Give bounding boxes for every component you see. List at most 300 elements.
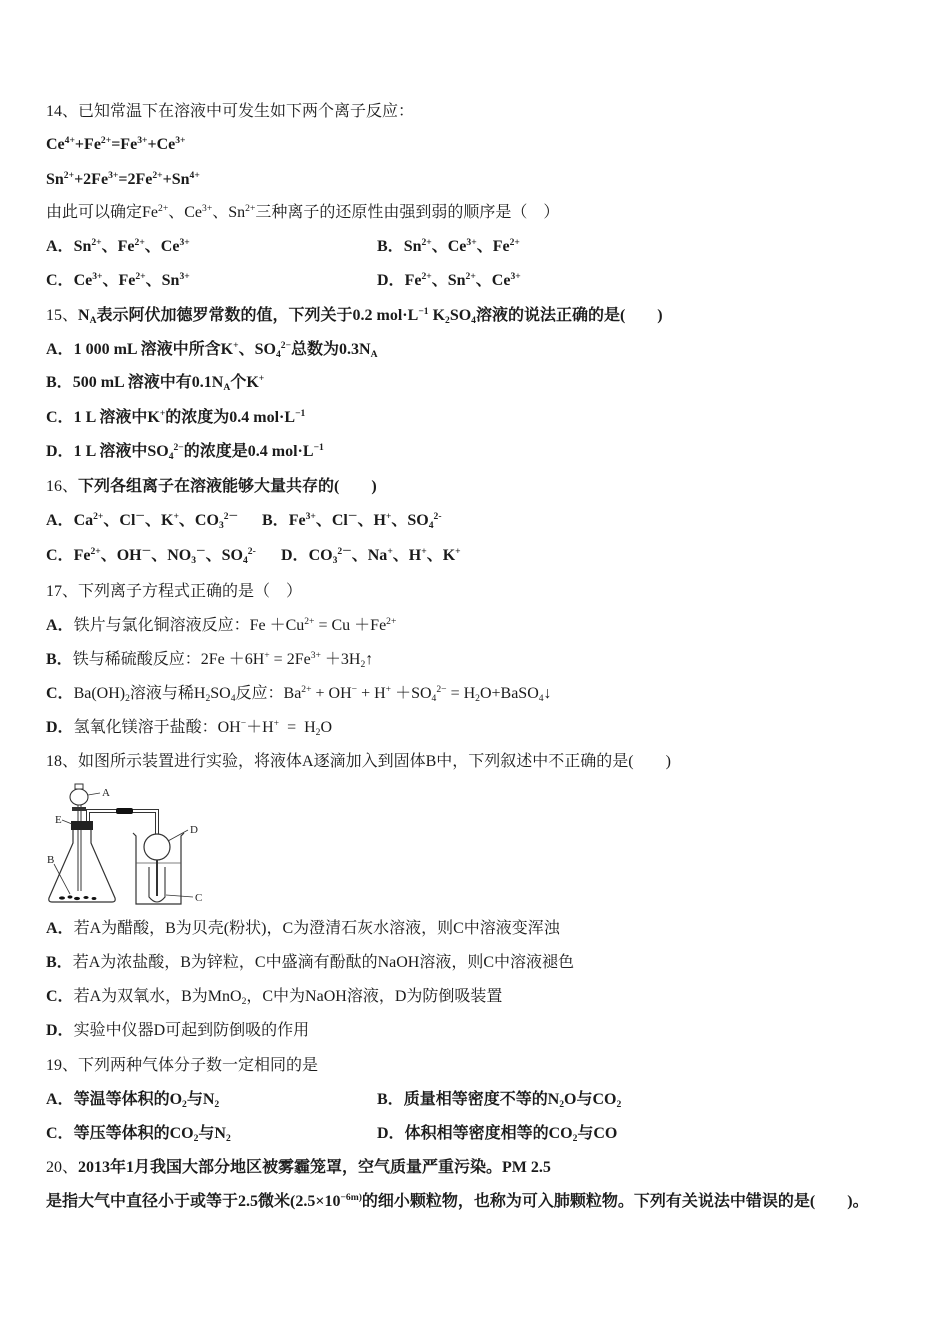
superscript: － bbox=[196, 546, 206, 558]
text-run: 、CO bbox=[178, 512, 219, 529]
text-run: +Ce bbox=[147, 136, 176, 153]
text-run: 、K bbox=[145, 512, 174, 529]
question-19-option-c bbox=[46, 1123, 231, 1145]
option-text bbox=[72, 650, 374, 671]
text-run: 的浓度是0.4 mol·L bbox=[183, 443, 314, 460]
question-16-stem bbox=[46, 476, 377, 498]
question-number: 14、 bbox=[46, 103, 79, 120]
superscript: − bbox=[240, 718, 247, 730]
subscript: 2 bbox=[616, 1099, 622, 1111]
option-text bbox=[73, 954, 574, 971]
option-text bbox=[404, 1125, 618, 1145]
option-text bbox=[74, 920, 560, 937]
superscript: −1 bbox=[295, 408, 306, 420]
question-20-stem-continued bbox=[46, 1191, 869, 1213]
option-text bbox=[288, 511, 442, 532]
superscript: −1 bbox=[313, 442, 324, 454]
option-text bbox=[308, 546, 461, 567]
text-run: 1 000 mL 溶液中所含K bbox=[73, 341, 234, 358]
subscript: 4 bbox=[242, 555, 248, 567]
superscript: + bbox=[455, 546, 461, 558]
option-label: C． bbox=[46, 272, 74, 289]
superscript: 2+ bbox=[304, 616, 315, 628]
text-run: 、H bbox=[357, 512, 386, 529]
text-run: 若A为浓盐酸，B为锌粒，C中盛滴有酚酞的NaOH溶液，则C中溶液褪色 bbox=[72, 954, 575, 971]
superscript: － bbox=[347, 511, 358, 523]
subscript: 3 bbox=[218, 520, 224, 532]
subscript: 2 bbox=[241, 996, 247, 1008]
question-15-option-b bbox=[46, 372, 264, 394]
option-label: B． bbox=[46, 374, 73, 391]
text-run: 、Ce bbox=[144, 238, 180, 255]
label-c-leader bbox=[166, 895, 193, 897]
text-run: Sn bbox=[46, 171, 64, 188]
text-run: 、Fe bbox=[101, 238, 135, 255]
superscript: −1 bbox=[418, 306, 429, 318]
question-19-option-d bbox=[377, 1123, 617, 1145]
subscript: 4 bbox=[168, 451, 174, 463]
option-label: A． bbox=[46, 920, 74, 937]
superscript: 3+ bbox=[510, 271, 521, 283]
subscript: 2 bbox=[225, 1133, 231, 1145]
option-label: D． bbox=[377, 272, 405, 289]
superscript: 2+ bbox=[421, 237, 432, 249]
question-14-stem bbox=[46, 101, 414, 123]
superscript: 2－ bbox=[223, 511, 239, 523]
funnel-stopcock bbox=[72, 807, 86, 811]
question-15-option-c bbox=[46, 407, 305, 429]
text-run: 由此可以确定Fe bbox=[46, 204, 159, 221]
question-number: 16、 bbox=[46, 478, 79, 495]
text-run: 溶液的说法正确的是( ) bbox=[475, 307, 663, 324]
superscript: 3+ bbox=[137, 135, 148, 147]
subscript: 2 bbox=[125, 693, 130, 705]
text-run: 等压等体积的CO bbox=[73, 1125, 194, 1142]
question-17-option-d bbox=[46, 717, 332, 739]
text-run: 三种离子的还原性由强到弱的顺序是（ ） bbox=[255, 204, 560, 221]
question-number: 20、 bbox=[46, 1159, 79, 1176]
text-run: = H bbox=[279, 719, 316, 736]
text-run: 、K bbox=[426, 547, 456, 564]
question-15-stem bbox=[46, 305, 663, 327]
question-number: 19、 bbox=[46, 1057, 79, 1074]
text-run: =2Fe bbox=[118, 171, 153, 188]
subscript: 2 bbox=[475, 693, 480, 705]
text-run: = H bbox=[446, 685, 476, 702]
option-text bbox=[73, 718, 333, 739]
option-label: A． bbox=[46, 617, 74, 634]
text-run: 、Sn bbox=[431, 272, 466, 289]
question-15-option-d bbox=[46, 441, 324, 463]
text-run: O bbox=[320, 719, 333, 736]
solid-particle bbox=[68, 895, 73, 898]
subscript: 2 bbox=[315, 727, 321, 739]
superscript: + bbox=[159, 408, 166, 420]
text-run: ，C中为NaOH溶液，D为防倒吸装置 bbox=[246, 988, 503, 1005]
option-text bbox=[73, 1091, 220, 1111]
option-label: A． bbox=[46, 341, 74, 358]
text-run: SO bbox=[210, 685, 231, 702]
text-run: 、NO bbox=[151, 547, 192, 564]
label-a-leader bbox=[88, 793, 100, 795]
question-14-question bbox=[46, 202, 559, 224]
option-label: B． bbox=[46, 954, 73, 971]
text-run: 总数为0.3N bbox=[291, 341, 371, 358]
text-run: Ce bbox=[73, 272, 93, 289]
option-text bbox=[73, 340, 378, 361]
delivery-tube-inner bbox=[88, 811, 157, 835]
text-run: 如图所示装置进行实验，将液体A逐滴加入到固体B中，下列叙述中不正确的是( ) bbox=[78, 753, 671, 770]
option-text bbox=[403, 1091, 622, 1111]
subscript: 4 bbox=[428, 520, 434, 532]
text-run: +2Fe bbox=[74, 171, 109, 188]
question-16-option-c bbox=[46, 545, 256, 567]
funnel-stopper bbox=[75, 784, 83, 789]
option-text bbox=[74, 272, 190, 289]
text-run: 2013年1月我国大部分地区被雾霾笼罩，空气质量严重污染。PM 2.5 bbox=[78, 1159, 551, 1176]
subscript: 2 bbox=[182, 1099, 187, 1111]
superscript: 3+ bbox=[179, 271, 190, 283]
option-text bbox=[73, 684, 552, 705]
text-run: =Fe bbox=[111, 136, 138, 153]
text-run: Fe bbox=[73, 547, 91, 564]
text-run: 质量相等密度不等的N bbox=[403, 1091, 560, 1108]
question-16-option-d bbox=[281, 545, 461, 567]
superscript: 2+ bbox=[100, 135, 112, 147]
superscript: 3+ bbox=[305, 511, 316, 523]
subscript: 3 bbox=[191, 555, 197, 567]
label-d-leader bbox=[168, 830, 188, 841]
option-label: C． bbox=[46, 547, 74, 564]
question-19-option-a bbox=[46, 1089, 219, 1111]
option-text bbox=[73, 546, 256, 567]
option-label: D． bbox=[46, 443, 74, 460]
stem-text bbox=[78, 753, 671, 770]
text-run: Sn bbox=[403, 238, 422, 255]
text-run: 反应：Ba bbox=[235, 685, 302, 702]
subscript: 4 bbox=[431, 693, 437, 705]
question-14-reaction-2 bbox=[46, 169, 200, 191]
question-14-option-c bbox=[46, 270, 190, 292]
subscript: 2 bbox=[572, 1133, 578, 1145]
subscript: 4 bbox=[230, 693, 236, 705]
question-14-reaction-1 bbox=[46, 134, 186, 156]
text-run: 、Ce bbox=[431, 238, 467, 255]
text-run: Ba(OH) bbox=[73, 685, 126, 702]
text-run: 1 L 溶液中SO bbox=[73, 443, 169, 460]
superscript: 2+ bbox=[158, 203, 169, 215]
subscript: A bbox=[370, 349, 378, 361]
option-label: A． bbox=[46, 1091, 74, 1108]
superscript: 3+ bbox=[175, 135, 186, 147]
text-run: 、SO bbox=[205, 547, 243, 564]
subscript: 4 bbox=[471, 315, 476, 327]
subscript: 2 bbox=[559, 1099, 565, 1111]
superscript: 2- bbox=[433, 511, 442, 523]
text-run: 、OH bbox=[100, 547, 142, 564]
option-label: C． bbox=[46, 988, 74, 1005]
subscript: 3 bbox=[332, 555, 338, 567]
delivery-tube bbox=[88, 811, 157, 835]
label-e-leader bbox=[62, 820, 72, 824]
text-run: ＋SO bbox=[391, 685, 432, 702]
text-run: 下列两种气体分子数一定相同的是 bbox=[78, 1057, 319, 1074]
question-14-option-a bbox=[46, 236, 190, 258]
text-run: ＋3H bbox=[320, 651, 361, 668]
text-run: 下列离子方程式正确的是（ ） bbox=[78, 583, 303, 600]
superscript: 2+ bbox=[135, 271, 146, 283]
superscript: 3+ bbox=[202, 203, 213, 215]
option-label: B． bbox=[377, 1091, 404, 1108]
question-17-stem bbox=[46, 581, 302, 603]
superscript: 2+ bbox=[93, 511, 104, 523]
superscript: + bbox=[258, 373, 265, 385]
text-run: 铁与稀硫酸反应：2Fe ＋6H bbox=[72, 651, 265, 668]
option-label: D． bbox=[46, 1022, 74, 1039]
text-run: 氢氧化镁溶于盐酸：OH bbox=[73, 719, 241, 736]
apparatus-figure bbox=[44, 783, 214, 909]
superscript: 2− bbox=[436, 684, 447, 696]
subscript: 2 bbox=[214, 1099, 220, 1111]
superscript: 3+ bbox=[108, 170, 119, 182]
question-18-option-c bbox=[46, 986, 502, 1008]
rubber-connector bbox=[116, 808, 133, 814]
option-label: B． bbox=[377, 238, 404, 255]
text-run: 、Fe bbox=[102, 272, 136, 289]
option-label: D． bbox=[281, 547, 309, 564]
option-label: D． bbox=[46, 719, 74, 736]
question-16-option-b bbox=[262, 510, 442, 532]
superscript: + bbox=[385, 511, 392, 523]
superscript: − bbox=[351, 684, 358, 696]
question-18-option-b bbox=[46, 952, 574, 974]
stem-text bbox=[78, 583, 302, 600]
text-run: Fe bbox=[288, 512, 306, 529]
label-a: A bbox=[102, 787, 110, 799]
superscript: 3+ bbox=[179, 237, 190, 249]
label-c: C bbox=[195, 892, 203, 904]
text-run: 、Na bbox=[351, 547, 388, 564]
text-run: 500 mL 溶液中有0.1N bbox=[72, 374, 224, 391]
option-text bbox=[72, 373, 265, 394]
text-run: 的细小颗粒物，也称为可入肺颗粒物。下列有关说法中错误的是( )。 bbox=[361, 1193, 869, 1210]
funnel-bulb bbox=[70, 789, 88, 805]
subscript: A bbox=[223, 382, 231, 394]
text-run: + H bbox=[357, 685, 386, 702]
question-18-option-d bbox=[46, 1020, 309, 1042]
question-18-stem bbox=[46, 751, 671, 773]
question-17-option-a bbox=[46, 615, 396, 637]
option-text bbox=[73, 442, 324, 463]
superscript: −6m) bbox=[340, 1192, 362, 1204]
text-run: 1 L 溶液中K bbox=[73, 409, 160, 426]
text-run: CO bbox=[308, 547, 333, 564]
stem-text bbox=[78, 1057, 318, 1074]
text-run: = 2Fe bbox=[269, 651, 311, 668]
superscript: 2+ bbox=[63, 170, 75, 182]
stem-text bbox=[78, 1159, 551, 1176]
text-run: 与N bbox=[198, 1125, 226, 1142]
subscript: 4 bbox=[538, 693, 544, 705]
text-run: O+BaSO bbox=[479, 685, 539, 702]
superscript: 2+ bbox=[509, 237, 520, 249]
superscript: 2+ bbox=[152, 170, 163, 182]
question-number: 17、 bbox=[46, 583, 79, 600]
question-17-option-c bbox=[46, 683, 552, 705]
superscript: 2− bbox=[280, 340, 292, 352]
option-text bbox=[73, 988, 503, 1008]
stem-text bbox=[78, 478, 377, 495]
question-text bbox=[46, 204, 559, 221]
text-run: 实验中仪器D可起到防倒吸的作用 bbox=[73, 1022, 310, 1039]
superscript: 3+ bbox=[92, 271, 103, 283]
solid-particle bbox=[59, 896, 65, 899]
reaction-equation bbox=[46, 171, 200, 188]
text-run: 、Cl bbox=[103, 512, 136, 529]
option-label: C． bbox=[46, 1125, 74, 1142]
solid-particle bbox=[83, 896, 88, 899]
text-run: 等温等体积的O bbox=[73, 1091, 183, 1108]
option-text bbox=[73, 1125, 231, 1145]
option-text bbox=[74, 1022, 310, 1039]
question-14-option-d bbox=[377, 270, 521, 292]
question-18-option-a bbox=[46, 918, 560, 940]
option-label: A． bbox=[46, 238, 74, 255]
option-label: A． bbox=[46, 512, 74, 529]
option-label: B． bbox=[262, 512, 289, 529]
text-run: SO bbox=[449, 307, 472, 324]
subscript: 2 bbox=[360, 659, 366, 671]
superscript: + bbox=[233, 340, 239, 352]
text-run: +Sn bbox=[162, 171, 190, 188]
question-14-option-b bbox=[377, 236, 520, 258]
question-17-option-b bbox=[46, 649, 373, 671]
superscript: + bbox=[421, 546, 427, 558]
option-text bbox=[74, 617, 397, 634]
text-run: ＋H bbox=[246, 719, 274, 736]
text-run: 与CO bbox=[577, 1125, 618, 1142]
question-19-stem bbox=[46, 1055, 318, 1077]
superscript: + bbox=[264, 650, 270, 662]
option-text bbox=[405, 272, 521, 289]
superscript: + bbox=[173, 511, 179, 523]
question-number: 18、 bbox=[46, 753, 79, 770]
stem-text bbox=[46, 1193, 869, 1210]
label-e: E bbox=[55, 814, 62, 826]
reaction-equation bbox=[46, 136, 186, 153]
option-text bbox=[74, 238, 190, 255]
anti-suckback-bulb bbox=[144, 834, 170, 860]
superscript: + bbox=[273, 718, 280, 730]
superscript: 2+ bbox=[91, 237, 102, 249]
superscript: + bbox=[387, 546, 393, 558]
text-run: 铁片与氯化铜溶液反应：Fe ＋Cu bbox=[73, 617, 305, 634]
text-run: 、Ce bbox=[168, 204, 203, 221]
text-run: 与N bbox=[186, 1091, 215, 1108]
superscript: 2+ bbox=[301, 684, 312, 696]
question-number: 15、 bbox=[46, 307, 79, 324]
option-label: D． bbox=[377, 1125, 405, 1142]
superscript: 4+ bbox=[189, 170, 200, 182]
text-run: ↓ bbox=[543, 685, 552, 702]
question-15-option-a bbox=[46, 339, 378, 361]
subscript: 2 bbox=[193, 1133, 199, 1145]
superscript: 2− bbox=[173, 442, 184, 454]
solid-particle bbox=[92, 897, 97, 900]
subscript: 2 bbox=[445, 315, 450, 327]
text-run: Fe bbox=[404, 272, 422, 289]
text-run: 的浓度为0.4 mol·L bbox=[165, 409, 296, 426]
text-run: Ca bbox=[73, 512, 94, 529]
superscript: 4+ bbox=[64, 135, 75, 147]
subscript: 2 bbox=[205, 693, 211, 705]
stem-text bbox=[78, 103, 414, 120]
superscript: + bbox=[385, 684, 392, 696]
text-run: 若A为醋酸，B为贝壳(粉状)，C为澄清石灰水溶液，则C中溶液变浑浊 bbox=[73, 920, 560, 937]
erlenmeyer-flask bbox=[49, 830, 115, 902]
superscript: 3+ bbox=[466, 237, 477, 249]
question-19-option-b bbox=[377, 1089, 621, 1111]
text-run: 、SO bbox=[238, 341, 276, 358]
text-run: Sn bbox=[73, 238, 92, 255]
text-run: 、Cl bbox=[315, 512, 348, 529]
text-run: 是指大气中直径小于或等于2.5微米(2.5×10 bbox=[46, 1193, 341, 1210]
text-run: 下列各组离子在溶液能够大量共存的( ) bbox=[78, 478, 377, 495]
text-run: 个K bbox=[230, 374, 259, 391]
superscript: － bbox=[141, 546, 152, 558]
label-b: B bbox=[47, 854, 55, 866]
text-run: 若A为双氧水，B为MnO bbox=[73, 988, 242, 1005]
superscript: 2+ bbox=[421, 271, 432, 283]
option-text bbox=[74, 409, 306, 426]
text-run: 、Fe bbox=[476, 238, 510, 255]
text-run: N bbox=[78, 307, 90, 324]
text-run: 、Sn bbox=[212, 204, 246, 221]
text-run: ↑ bbox=[365, 651, 374, 668]
flask-stopper bbox=[71, 821, 93, 830]
text-run: 体积相等密度相等的CO bbox=[404, 1125, 573, 1142]
question-20-stem bbox=[46, 1157, 551, 1179]
subscript: 4 bbox=[275, 349, 281, 361]
text-run: +Fe bbox=[74, 136, 101, 153]
option-text bbox=[73, 511, 239, 532]
solid-particle bbox=[74, 897, 80, 900]
text-run: K bbox=[428, 307, 446, 324]
option-label: C． bbox=[46, 409, 74, 426]
stem-text bbox=[78, 306, 663, 327]
text-run: + OH bbox=[311, 685, 352, 702]
text-run: = Cu ＋Fe bbox=[314, 617, 387, 634]
superscript: 2+ bbox=[245, 203, 256, 215]
superscript: 2－ bbox=[337, 546, 352, 558]
text-run: 表示阿伏加德罗常数的值，下列关于0.2 mol·L bbox=[96, 307, 419, 324]
text-run: 溶液与稀H bbox=[129, 685, 206, 702]
option-label: C． bbox=[46, 685, 74, 702]
superscript: － bbox=[135, 511, 145, 523]
question-16-option-a bbox=[46, 510, 238, 532]
superscript: 2+ bbox=[465, 271, 476, 283]
label-d: D bbox=[190, 824, 198, 836]
text-run: 、Ce bbox=[475, 272, 511, 289]
option-text bbox=[404, 238, 520, 255]
text-run: 、H bbox=[392, 547, 422, 564]
superscript: 2+ bbox=[386, 616, 397, 628]
superscript: 2- bbox=[247, 546, 256, 558]
text-run: Ce bbox=[46, 136, 65, 153]
superscript: 2+ bbox=[134, 237, 145, 249]
option-label: B． bbox=[46, 651, 73, 668]
text-run: 已知常温下在溶液中可发生如下两个离子反应： bbox=[78, 103, 415, 120]
